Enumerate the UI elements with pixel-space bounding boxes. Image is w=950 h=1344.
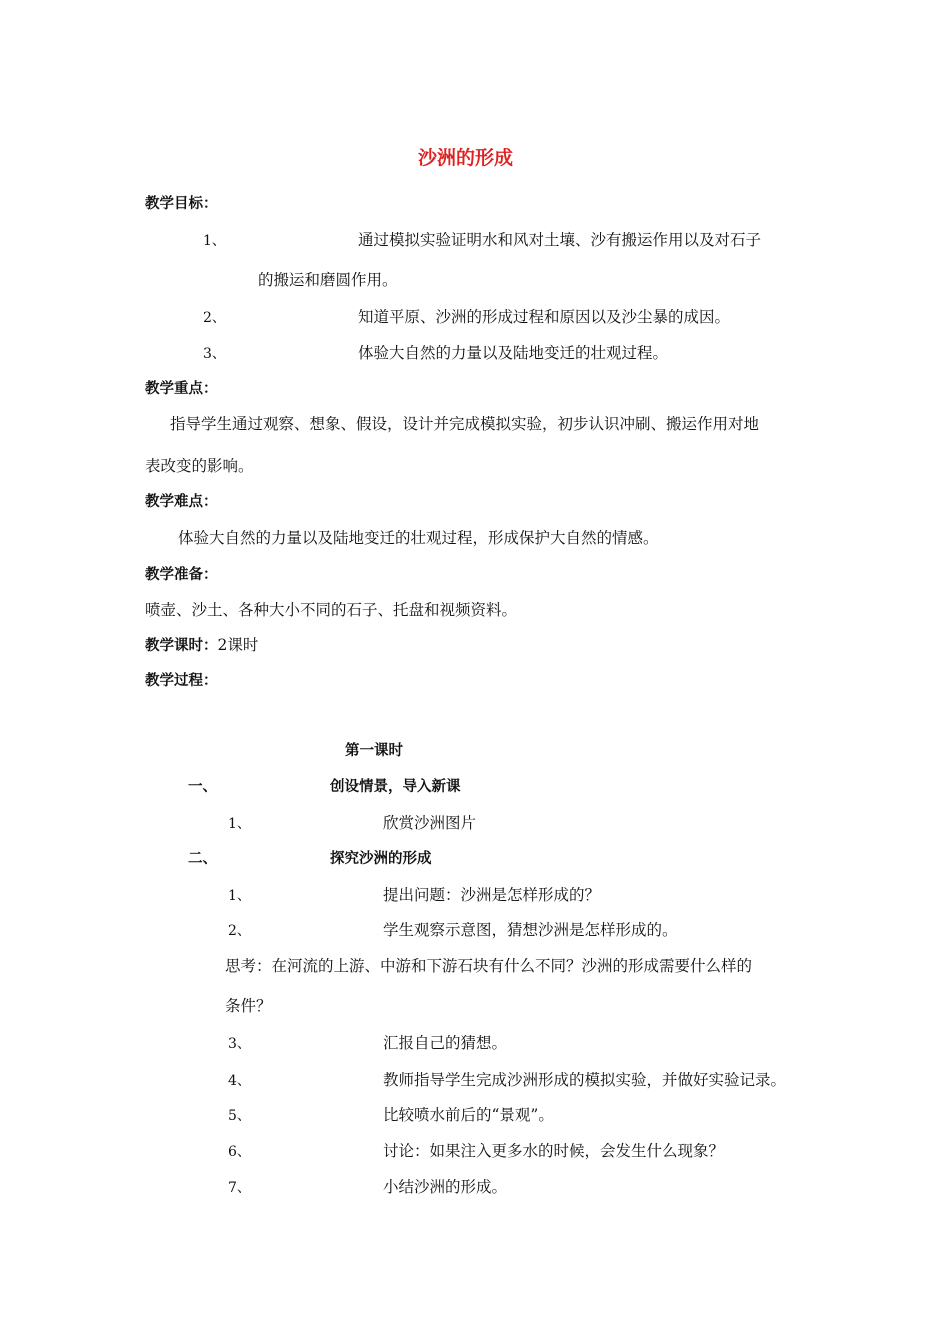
section-2-item-2-text: 学生观察示意图，猜想沙洲是怎样形成的。 bbox=[383, 921, 678, 939]
section-2-item-1-text: 提出问题：沙洲是怎样形成的？ bbox=[383, 886, 601, 904]
duration-label: 教学课时： bbox=[145, 638, 218, 654]
think-line-2: 条件？ bbox=[225, 997, 272, 1015]
objective-3-text: 体验大自然的力量以及陆地变迁的壮观过程。 bbox=[358, 344, 669, 362]
objective-1-continuation: 的搬运和磨圆作用。 bbox=[258, 271, 398, 289]
section-1-title: 创设情景，导入新课 bbox=[330, 779, 461, 795]
key-points-line-2: 表改变的影响。 bbox=[145, 457, 254, 475]
duration-value: 2课时 bbox=[217, 636, 259, 654]
think-line-1: 思考：在河流的上游、中游和下游石块有什么不同？沙洲的形成需要什么样的 bbox=[225, 957, 753, 975]
section-2-item-4-text: 教师指导学生完成沙洲形成的模拟实验，并做好实验记录。 bbox=[383, 1071, 787, 1089]
preparation-text: 喷壶、沙土、各种大小不同的石子、托盘和视频资料。 bbox=[145, 601, 518, 619]
section-2-item-7-number: 7、 bbox=[228, 1180, 251, 1196]
section-2-item-4-number: 4、 bbox=[228, 1073, 251, 1089]
objective-3-number: 3、 bbox=[203, 346, 226, 362]
section-2-item-7-text: 小结沙洲的形成。 bbox=[383, 1178, 508, 1196]
lesson-title: 第一课时 bbox=[345, 743, 403, 759]
objectives-heading: 教学目标： bbox=[145, 196, 218, 212]
section-2-item-6-number: 6、 bbox=[228, 1144, 251, 1160]
section-2-number: 二、 bbox=[188, 851, 217, 867]
section-2-item-1-number: 1、 bbox=[228, 888, 251, 904]
process-heading: 教学过程： bbox=[145, 673, 218, 689]
section-1-item-1-text: 欣赏沙洲图片 bbox=[383, 814, 477, 832]
section-2-item-3-number: 3、 bbox=[228, 1036, 251, 1052]
key-points-heading: 教学重点： bbox=[145, 381, 218, 397]
key-points-line-1: 指导学生通过观察、想象、假设，设计并完成模拟实验，初步认识冲刷、搬运作用对地 bbox=[170, 415, 760, 433]
section-2-item-6-text: 讨论：如果注入更多水的时候，会发生什么现象？ bbox=[383, 1142, 725, 1160]
section-2-item-3-text: 汇报自己的猜想。 bbox=[383, 1034, 508, 1052]
section-1-item-1-number: 1、 bbox=[228, 816, 251, 832]
objective-2-text: 知道平原、沙洲的形成过程和原因以及沙尘暴的成因。 bbox=[358, 308, 731, 326]
objective-1-number: 1、 bbox=[203, 233, 226, 249]
difficulties-text: 体验大自然的力量以及陆地变迁的壮观过程，形成保护大自然的情感。 bbox=[178, 529, 659, 547]
section-2-item-5-text: 比较喷水前后的“景观”。 bbox=[383, 1106, 554, 1124]
difficulties-heading: 教学难点： bbox=[145, 494, 218, 510]
preparation-heading: 教学准备： bbox=[145, 567, 218, 583]
section-1-number: 一、 bbox=[188, 779, 217, 795]
objective-1-text: 通过模拟实验证明水和风对土壤、沙有搬运作用以及对石子 bbox=[358, 231, 762, 249]
section-2-item-2-number: 2、 bbox=[228, 923, 251, 939]
duration-line bbox=[145, 635, 258, 656]
objective-2-number: 2、 bbox=[203, 310, 226, 326]
section-2-item-5-number: 5、 bbox=[228, 1108, 251, 1124]
section-2-title: 探究沙洲的形成 bbox=[330, 851, 432, 867]
page-title: 沙洲的形成 bbox=[418, 147, 514, 169]
